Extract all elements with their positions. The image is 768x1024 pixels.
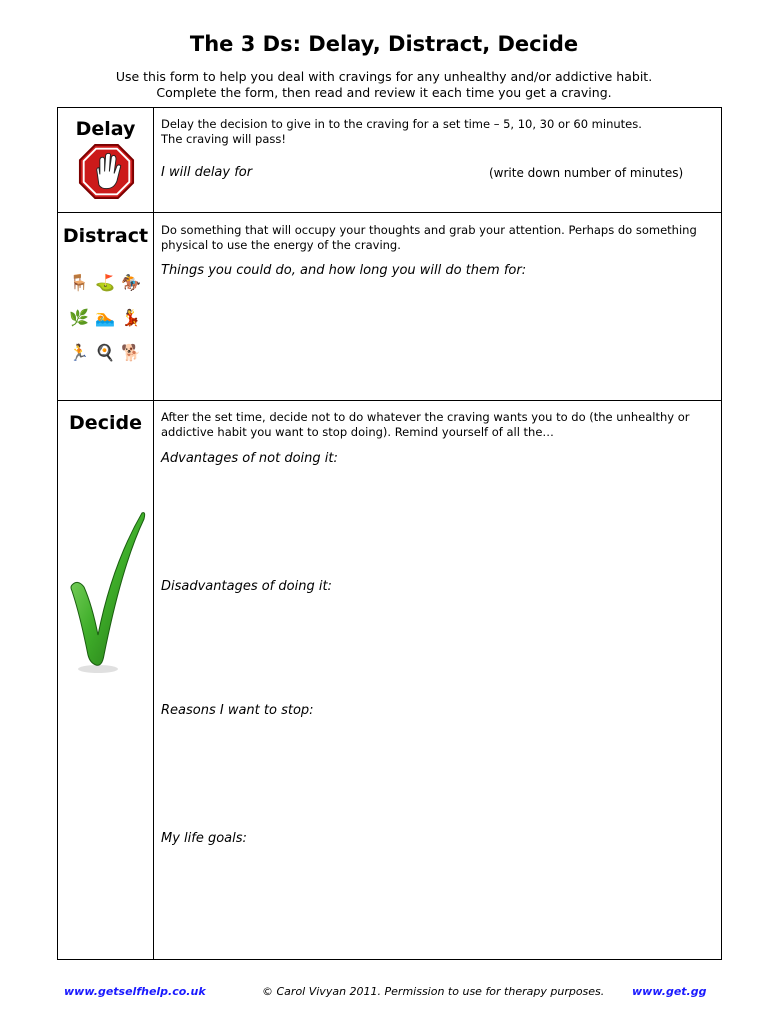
green-checkmark-icon — [68, 505, 148, 675]
dancing-icon: 💃 — [121, 308, 141, 327]
delay-minutes-note: (write down number of minutes) — [489, 166, 684, 180]
distract-description-line-2: physical to use the energy of the craving. — [161, 238, 401, 252]
reading-icon: 🪑 — [69, 273, 89, 292]
running-icon: 🏃 — [69, 343, 89, 362]
delay-description-line-2: The craving will pass! — [161, 132, 286, 146]
delay-prompt: I will delay for — [161, 165, 253, 180]
disadvantages-prompt: Disadvantages of doing it: — [161, 579, 332, 594]
delay-description-line-1: Delay the decision to give in to the craving for a set time – 5, 10, 30 or 60 minutes. — [161, 117, 642, 131]
advantages-prompt: Advantages of not doing it: — [161, 451, 338, 466]
decide-label: Decide — [69, 412, 142, 434]
swimming-icon: 🏊 — [95, 308, 115, 327]
horse-riding-icon: 🏇 — [121, 273, 141, 292]
distract-label-cell — [58, 212, 154, 400]
life-goals-prompt: My life goals: — [161, 831, 247, 846]
delay-label-cell — [58, 108, 154, 212]
page-title: The 3 Ds: Delay, Distract, Decide — [189, 32, 579, 56]
reasons-prompt: Reasons I want to stop: — [161, 703, 314, 718]
form-table — [57, 107, 722, 960]
distract-content-cell — [155, 212, 721, 400]
distract-row — [58, 212, 721, 401]
delay-content-cell — [155, 108, 721, 212]
decide-content-cell — [155, 400, 721, 959]
getselfhelp-link[interactable]: www.getselfhelp.co.uk — [64, 985, 206, 998]
decide-description-line-1: After the set time, decide not to do whatever the craving wants you to do (the unhealthy or — [161, 410, 690, 424]
delay-row — [58, 108, 721, 213]
distract-label: Distract — [62, 225, 149, 247]
delay-label: Delay — [75, 118, 136, 140]
decide-description — [161, 410, 713, 440]
subtitle-line-1: Use this form to help you deal with cravings for any unhealthy and/or addictive habit. — [115, 69, 653, 84]
page-subtitle — [0, 69, 768, 101]
cooking-icon: 🍳 — [95, 343, 115, 362]
stop-hand-icon — [78, 143, 135, 200]
decide-description-line-2: addictive habit you want to stop doing). Remind yourself of all the… — [161, 425, 554, 439]
walking-dog-icon: 🐕 — [121, 343, 141, 362]
distract-description — [161, 223, 713, 253]
decide-label-cell — [58, 400, 154, 959]
delay-description — [161, 117, 713, 147]
copyright-text: © Carol Vivyan 2011. Permission to use for therapy purposes. — [262, 985, 605, 998]
distract-prompt: Things you could do, and how long you will do them for: — [161, 263, 527, 278]
decide-row — [58, 400, 721, 959]
subtitle-line-2: Complete the form, then read and review it each time you get a craving. — [156, 85, 612, 100]
golf-icon: ⛳ — [95, 273, 115, 292]
getgg-link[interactable]: www.get.gg — [632, 985, 707, 998]
distract-description-line-1: Do something that will occupy your thoughts and grab your attention. Perhaps do something — [161, 223, 697, 237]
gardening-icon: 🌿 — [69, 308, 89, 327]
